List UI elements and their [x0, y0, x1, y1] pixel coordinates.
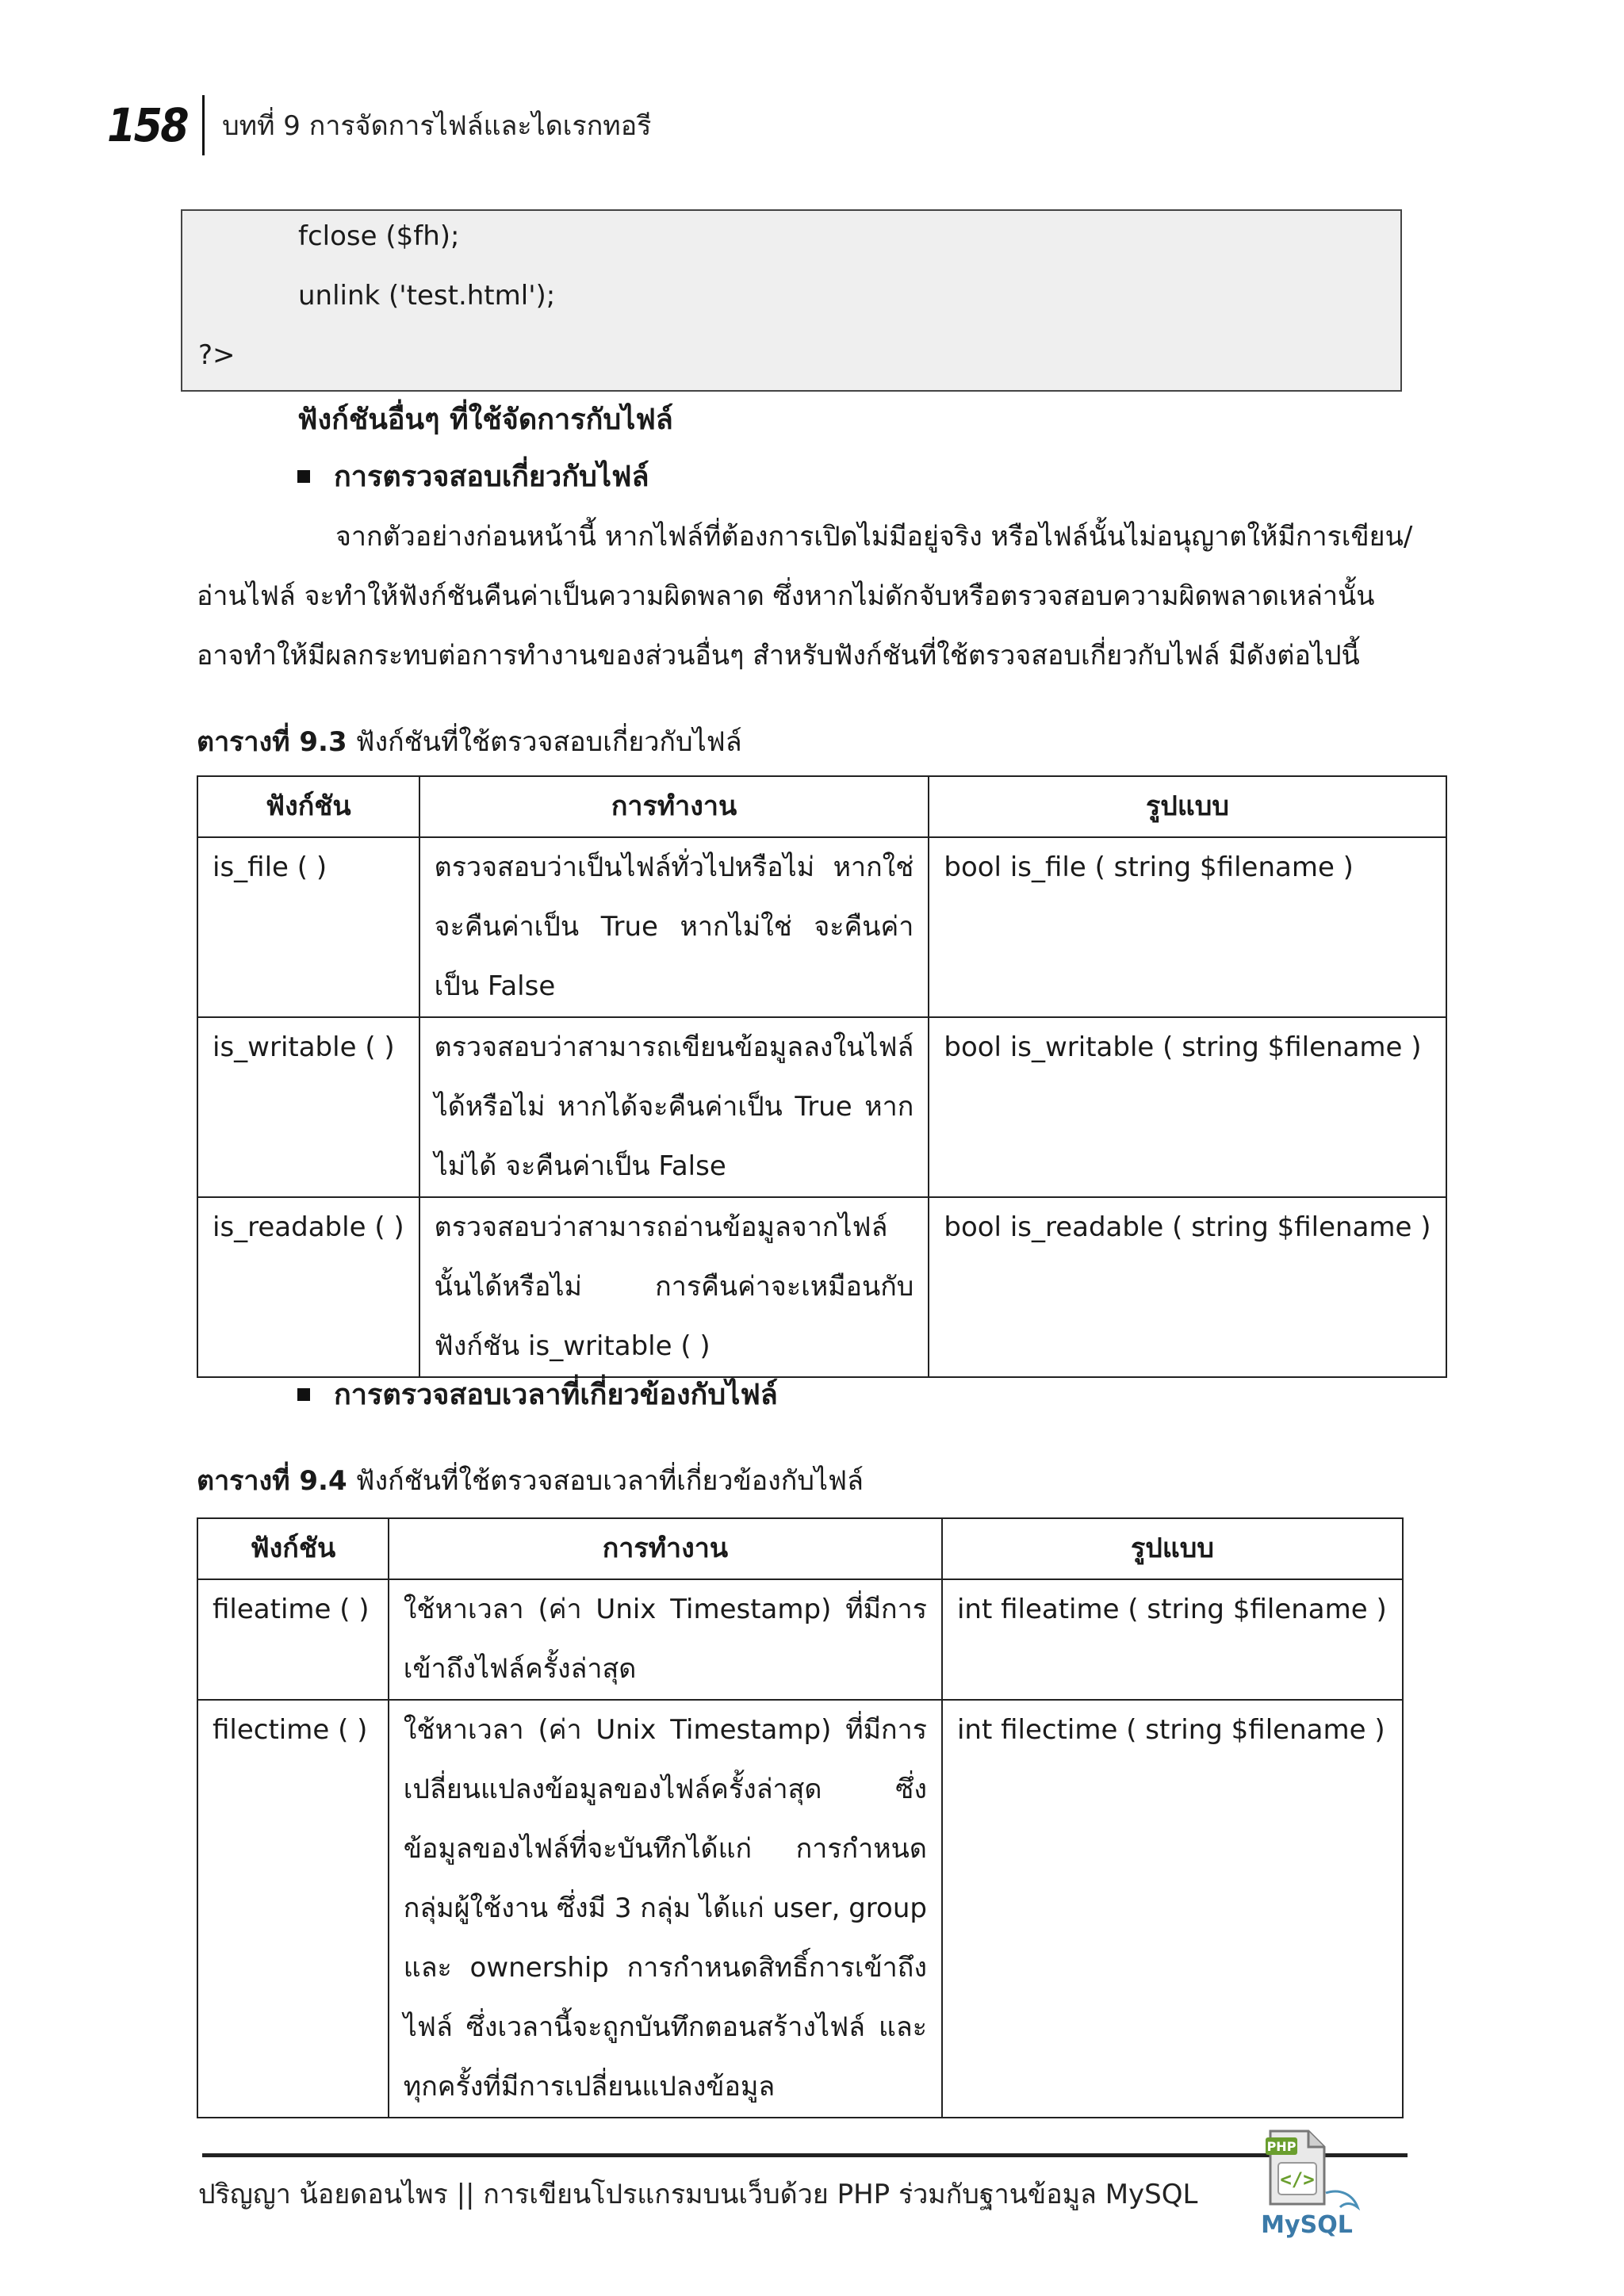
syntax-text: bool is_readable ( string $filename ) [944, 1211, 1431, 1243]
description-line: ฟังก์ชัน is_writable ( ) [434, 1330, 710, 1362]
function-cell [197, 837, 419, 1017]
syntax-cell [929, 1017, 1446, 1197]
description-line: เปลี่ยนแปลงข้อมูลของไฟล์ครั้งล่าสุด ซึ่ง [403, 1774, 927, 1805]
description-cell [419, 1197, 929, 1377]
table-row [197, 1700, 1403, 2118]
description-line: ไม่ได้ จะคืนค่าเป็น False [434, 1150, 726, 1182]
bullet-square-icon [297, 470, 310, 483]
table-caption-text: ฟังก์ชันที่ใช้ตรวจสอบเวลาที่เกี่ยวข้องกับไฟล์ [347, 1465, 864, 1497]
table-row [197, 1197, 1446, 1377]
description-cell [389, 1579, 942, 1700]
description-cell [419, 837, 929, 1017]
description-line: ทุกครั้งที่มีการเปลี่ยนแปลงข้อมูล [403, 2071, 776, 2103]
function-name: is_writable ( ) [213, 1031, 395, 1063]
syntax-text: bool is_writable ( string $filename ) [944, 1031, 1422, 1063]
syntax-cell [929, 1197, 1446, 1377]
function-name: is_file ( ) [213, 851, 327, 883]
logo-php-text: PHP [1266, 2139, 1297, 2154]
bullet-label: การตรวจสอบเวลาที่เกี่ยวข้องกับไฟล์ [334, 1379, 778, 1411]
table-row [197, 1017, 1446, 1197]
bullet-label: การตรวจสอบเกี่ยวกับไฟล์ [334, 461, 649, 493]
table-caption-text: ฟังก์ชันที่ใช้ตรวจสอบเกี่ยวกับไฟล์ [347, 726, 742, 758]
logo-mysql-text: MySQL [1261, 2211, 1353, 2239]
description-line: ไฟล์ ซึ่งเวลานี้จะถูกบันทึกตอนสร้างไฟล์ และ [403, 2011, 927, 2043]
table-header-row [197, 1518, 1403, 1579]
column-header: การทำงาน [419, 776, 929, 837]
function-cell [197, 1017, 419, 1197]
column-header: ฟังก์ชัน [197, 776, 419, 837]
code-line: ?> [198, 339, 236, 371]
footer-divider [202, 2153, 1408, 2157]
function-cell [197, 1579, 389, 1700]
description-line: จะคืนค่าเป็น True หากไม่ใช่ จะคืนค่า [434, 911, 914, 943]
code-line: unlink ('test.html'); [298, 280, 556, 312]
description-line: ใช้หาเวลา (ค่า Unix Timestamp) ที่มีการ [403, 1714, 927, 1746]
function-name: filectime ( ) [213, 1714, 368, 1746]
bullet-item [297, 453, 649, 499]
description-line: เป็น False [434, 970, 556, 1002]
bullet-item [297, 1372, 778, 1417]
description-cell [389, 1700, 942, 2118]
table-row [197, 1579, 1403, 1700]
section-heading: ฟังก์ชันอื่นๆ ที่ใช้จัดการกับไฟล์ [297, 404, 673, 436]
paragraph-line: จากตัวอย่างก่อนหน้านี้ หากไฟล์ที่ต้องการเปิดไม่มีอยู่จริง หรือไฟล์นั้นไม่อนุญาตให้มีการเขียน/ [335, 521, 1413, 553]
description-line: นั้นได้หรือไม่ การคืนค่าจะเหมือนกับ [434, 1271, 914, 1303]
php-mysql-logo [1247, 2125, 1373, 2244]
syntax-text: int filectime ( string $filename ) [956, 1714, 1385, 1746]
description-line: ตรวจสอบว่าสามารถเขียนข้อมูลลงในไฟล์ [434, 1031, 914, 1063]
function-cell [197, 1197, 419, 1377]
code-block [181, 209, 1402, 392]
table-9-3 [197, 775, 1447, 1378]
description-line: เข้าถึงไฟล์ครั้งล่าสุด [403, 1653, 637, 1685]
syntax-cell [942, 1700, 1403, 2118]
syntax-cell [929, 837, 1446, 1017]
description-cell [419, 1017, 929, 1197]
column-header: รูปแบบ [929, 776, 1446, 837]
description-line: และ ownership การกำหนดสิทธิ์การเข้าถึง [403, 1952, 927, 1984]
description-line: ตรวจสอบว่าสามารถอ่านข้อมูลจากไฟล์ [434, 1211, 888, 1243]
svg-text:</>: </> [1280, 2168, 1315, 2191]
table-caption [197, 720, 742, 763]
function-name: fileatime ( ) [213, 1594, 370, 1625]
chapter-title: บทที่ 9 การจัดการไฟล์และไดเรกทอรี [222, 110, 652, 142]
table-caption-label: ตารางที่ 9.4 [197, 1465, 347, 1497]
paragraph-line: อาจทำให้มีผลกระทบต่อการทำงานของส่วนอื่นๆ สำหรับฟังก์ชันที่ใช้ตรวจสอบเกี่ยวกับไฟล์ มีดังต่อไปนี้ [197, 640, 1360, 672]
column-header: ฟังก์ชัน [197, 1518, 389, 1579]
column-header: รูปแบบ [942, 1518, 1403, 1579]
header-divider [202, 95, 205, 155]
footer-text: ปริญญา น้อยดอนไพร || การเขียนโปรแกรมบนเว็บด้วย PHP ร่วมกับฐานข้อมูล MySQL [198, 2179, 1198, 2210]
page-number: 158 [107, 98, 187, 152]
syntax-text: bool is_file ( string $filename ) [944, 851, 1354, 883]
code-line: fclose ($fh); [298, 220, 460, 252]
table-caption-label: ตารางที่ 9.3 [197, 726, 347, 758]
page-header [107, 94, 651, 157]
paragraph-line: อ่านไฟล์ จะทำให้ฟังก์ชันคืนค่าเป็นความผิดพลาด ซึ่งหากไม่ดักจับหรือตรวจสอบความผิดพลาดเหล่านั้น [197, 580, 1375, 612]
table-caption [197, 1459, 864, 1502]
function-cell [197, 1700, 389, 2118]
description-line: ตรวจสอบว่าเป็นไฟล์ทั่วไปหรือไม่ หากใช่ [434, 851, 914, 883]
table-row [197, 837, 1446, 1017]
table-header-row [197, 776, 1446, 837]
description-line: ได้หรือไม่ หากได้จะคืนค่าเป็น True หาก [434, 1091, 914, 1123]
php-file-icon [1266, 2131, 1324, 2204]
body-paragraph [197, 507, 1413, 686]
table-9-4 [197, 1517, 1404, 2118]
syntax-cell [942, 1579, 1403, 1700]
column-header: การทำงาน [389, 1518, 942, 1579]
description-line: ข้อมูลของไฟล์ที่จะบันทึกได้แก่ การกำหนด [403, 1833, 927, 1865]
syntax-text: int fileatime ( string $filename ) [956, 1594, 1387, 1625]
dolphin-icon [1326, 2191, 1358, 2207]
description-line: กลุ่มผู้ใช้งาน ซึ่งมี 3 กลุ่ม ได้แก่ user, group [403, 1892, 927, 1924]
description-line: ใช้หาเวลา (ค่า Unix Timestamp) ที่มีการ [403, 1594, 927, 1625]
function-name: is_readable ( ) [213, 1211, 404, 1243]
bullet-square-icon [297, 1388, 310, 1401]
